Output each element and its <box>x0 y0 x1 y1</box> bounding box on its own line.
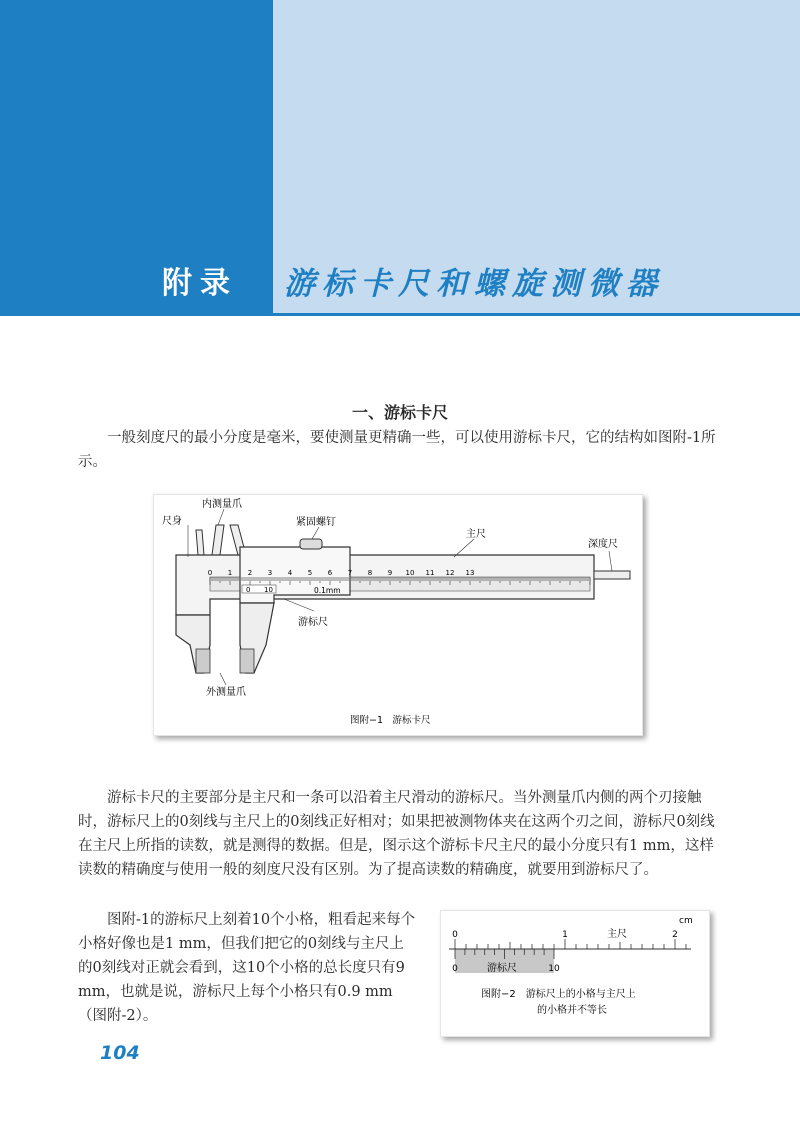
figure-2-caption-line1: 图附−2 游标尺上的小格与主尺上 <box>481 989 636 1000</box>
main-tick-5: 5 <box>307 569 313 577</box>
page-number: 104 <box>100 1042 140 1064</box>
intro-paragraph: 一般刻度尺的最小分度是毫米，要使测量更精确一些，可以使用游标卡尺，它的结构如图附-1所示。 <box>78 430 716 470</box>
label-ruler-body: 尺身 <box>162 516 182 527</box>
figure-2-scales <box>440 910 710 1037</box>
chapter-title: 游标卡尺和螺旋测微器 <box>284 266 664 302</box>
label-depth-rod: 深度尺 <box>588 539 618 550</box>
vernier-tick-10: 10 <box>264 586 273 594</box>
main-tick-13: 13 <box>465 569 475 577</box>
fig2-vernier-label: 游标尺 <box>487 963 517 974</box>
fig2-main-tick-1: 1 <box>562 930 568 940</box>
fig2-main-tick-2: 2 <box>672 930 678 940</box>
fig2-main-label: 主尺 <box>607 929 627 940</box>
caliper-drawing <box>154 495 642 735</box>
main-tick-11: 11 <box>425 569 435 577</box>
main-tick-6: 6 <box>327 569 333 577</box>
main-tick-10: 10 <box>405 569 415 577</box>
scales-drawing <box>441 911 709 1036</box>
main-tick-12: 12 <box>445 569 455 577</box>
figure2-paragraph: 图附-1的游标尺上刻着10个小格，粗看起来每个小格好像也是1 mm，但我们把它的0刻线与主尺上的0刻线对正就会看到，这10个小格的总长度只有9 mm，也就是说，游标尺上每个小格只有0.9 mm（图附-2）。 <box>78 912 416 1024</box>
main-tick-1: 1 <box>227 569 233 577</box>
figure-2-caption-line2: 的小格并不等长 <box>537 1005 607 1016</box>
main-tick-4: 4 <box>287 569 293 577</box>
header-rule <box>0 313 800 316</box>
appendix-label: 附录 <box>162 266 238 301</box>
precision-label: 0.1mm <box>314 586 341 595</box>
main-tick-8: 8 <box>367 569 373 577</box>
fig2-main-tick-0: 0 <box>452 930 458 940</box>
figure-1-caliper <box>153 494 643 736</box>
main-tick-3: 3 <box>267 569 273 577</box>
main-tick-2: 2 <box>247 569 253 577</box>
section-title: 一、游标卡尺 <box>351 403 448 422</box>
main-tick-9: 9 <box>387 569 393 577</box>
fig2-vernier-tick-0: 0 <box>452 964 458 974</box>
figure-1-caption: 图附−1 游标卡尺 <box>350 715 431 726</box>
label-inner-jaw: 内测量爪 <box>202 499 242 510</box>
main-tick-7: 7 <box>347 569 353 577</box>
unit-label: cm <box>679 916 693 926</box>
label-lock-screw: 紧固螺钉 <box>296 517 336 528</box>
body-paragraph: 游标卡尺的主要部分是主尺和一条可以沿着主尺滑动的游标尺。当外测量爪内侧的两个刃接触时，游标尺上的0刻线与主尺上的0刻线正好相对；如果把被测物体夹在这两个刃之间，游标尺0刻线在主尺上所指的读数，就是测得的数据。但是，图示这个游标卡尺主尺的最小分度只有1 mm，这样读数的精确度与使用一般的刻度尺没有区别。为了提高读数的精确度，就要用到游标尺了。 <box>78 790 715 878</box>
fig2-vernier-tick-10: 10 <box>548 964 560 974</box>
main-tick-0: 0 <box>207 569 213 577</box>
vernier-tick-0: 0 <box>246 586 251 594</box>
label-main-scale: 主尺 <box>466 529 486 540</box>
label-vernier-scale: 游标尺 <box>298 617 328 628</box>
label-outer-jaw: 外测量爪 <box>206 687 246 698</box>
